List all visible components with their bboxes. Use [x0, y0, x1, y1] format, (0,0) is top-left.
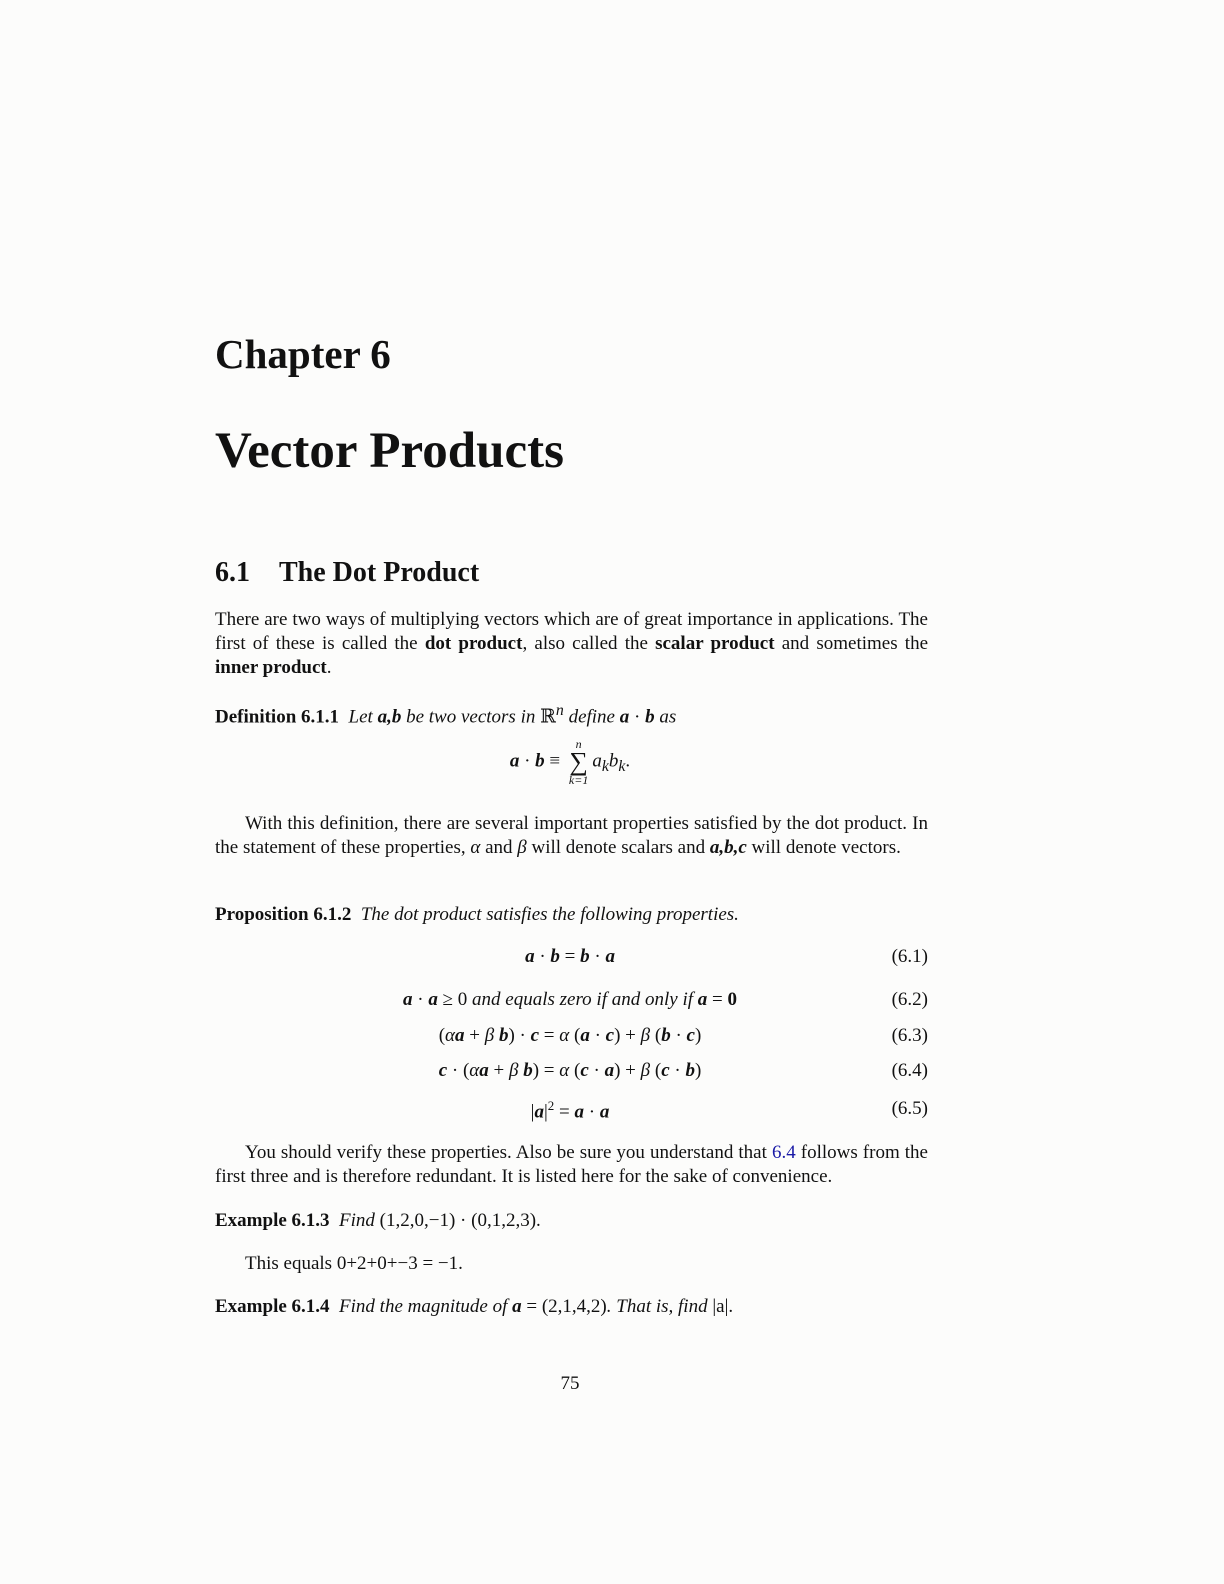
punctuation: . — [728, 1296, 734, 1317]
intro-paragraph — [215, 608, 928, 680]
summation — [569, 738, 588, 786]
math-beta: β — [517, 837, 527, 858]
math-vector: a — [509, 750, 520, 772]
equation-ref-link[interactable]: 6.4 — [771, 1142, 796, 1163]
example-text: Find the magnitude of — [339, 1296, 513, 1317]
solution-text: This equals — [245, 1253, 337, 1274]
equation-6-5: $|a|^2 = a \cdot a$ — [530, 1098, 610, 1123]
equation-6-2: a · a ≥ 0 and equals zero if and only if a = 0 — [403, 989, 737, 1010]
section-title: The Dot Product — [279, 557, 480, 588]
math-vector: a,b — [377, 706, 402, 728]
equation-number: (6.1) — [891, 946, 928, 967]
term-dot-product: dot product — [424, 633, 523, 654]
math-alpha: α — [470, 837, 481, 858]
definition-label: Definition 6.1.1 — [215, 706, 340, 728]
equation-number: (6.2) — [891, 989, 928, 1010]
math-term: b — [608, 750, 619, 772]
chapter-title: Vector Products — [215, 423, 564, 479]
term-scalar-product: scalar product — [655, 633, 775, 654]
example-text: Find — [339, 1210, 380, 1231]
example-label: Example 6.1.4 — [215, 1296, 330, 1317]
definition-6-1-1 — [215, 699, 928, 729]
math-subscript: k — [601, 758, 609, 776]
equation-text: and equals zero if and only if — [467, 989, 698, 1010]
math-vector: b — [645, 706, 655, 728]
proposition-text: The dot product satisfies the following properties. — [360, 904, 739, 925]
math-vector: b — [535, 750, 545, 772]
equation-number: (6.3) — [891, 1025, 928, 1046]
verify-paragraph — [215, 1141, 928, 1189]
math-exponent: n — [555, 702, 564, 719]
math-expression: (1,2,0,−1) · (0,1,2,3) — [379, 1210, 537, 1231]
math-operator: = — [521, 1296, 542, 1317]
section-heading — [215, 556, 479, 590]
proposition-label: Proposition 6.1.2 — [215, 904, 352, 925]
math-vectors: a,b,c — [709, 837, 747, 858]
math-magnitude: |a| — [712, 1296, 729, 1317]
example-label: Example 6.1.3 — [215, 1210, 330, 1231]
paragraph-text: follows from the first three and is therefore redundant. It is listed here for the sake of convenience. — [215, 1142, 928, 1187]
dot-product-definition-equation: a · b ≡ n ∑ k=1 $a_kb_k$. — [509, 737, 631, 787]
sum-lower-limit: k=1 — [568, 773, 589, 787]
proposition-6-1-2 — [215, 903, 928, 927]
paragraph-text: will denote scalars and — [526, 837, 710, 858]
definition-text: Let — [348, 706, 378, 728]
properties-intro-paragraph — [215, 812, 928, 860]
intro-text-4: . — [326, 657, 332, 678]
math-operator: · — [629, 706, 646, 728]
example-6-1-3-solution — [215, 1252, 928, 1276]
section-number: 6.1 — [215, 557, 250, 588]
paragraph-text: You should verify these properties. Also be sure you understand that — [245, 1142, 772, 1163]
equation-number: (6.5) — [891, 1098, 928, 1119]
equation-6-1: a · b = b · a — [525, 946, 615, 967]
math-operator: ≡ — [544, 750, 565, 772]
paragraph-text: With this definition, there are several important properties satisfied by the dot product. In the statement of these properties, — [215, 813, 928, 858]
punctuation: . — [536, 1210, 541, 1231]
term-inner-product: inner product — [215, 657, 327, 678]
math-term: a — [592, 750, 602, 772]
punctuation: . — [458, 1253, 463, 1274]
equation-6-3: (αa + β b) · c = α (a · c) + β (b · c) — [438, 1025, 702, 1046]
definition-text: define — [563, 706, 620, 728]
sum-upper-limit: n — [575, 737, 582, 751]
intro-text-1: There are two ways of multiplying vectors which are of great importance in applications. The first of these is called the — [215, 609, 928, 654]
example-6-1-3 — [215, 1209, 928, 1233]
example-6-1-4 — [215, 1295, 928, 1319]
math-vector: a — [512, 1296, 522, 1317]
math-subscript: k — [618, 758, 626, 776]
math-expression: 0+2+0+−3 = −1 — [336, 1253, 459, 1274]
example-text: . That is, find — [606, 1296, 713, 1317]
intro-text-3: and sometimes the — [774, 633, 929, 654]
definition-text: as — [654, 706, 677, 728]
equation-number: (6.4) — [891, 1060, 928, 1081]
paragraph-text: will denote vectors. — [746, 837, 901, 858]
page-number: 75 — [560, 1373, 580, 1394]
math-vector: a — [619, 706, 630, 728]
paragraph-text: and — [480, 837, 518, 858]
punctuation: . — [625, 750, 631, 772]
intro-text-2: , also called the — [522, 633, 656, 654]
math-expression: (2,1,4,2) — [541, 1296, 607, 1317]
math-real-space: ℝ — [540, 706, 556, 728]
definition-text: be two vectors in — [401, 706, 541, 728]
chapter-label: Chapter 6 — [215, 331, 391, 377]
equation-6-4: c · (αa + β b) = α (c · a) + β (c · b) — [438, 1060, 702, 1081]
sigma-symbol: ∑ — [569, 747, 588, 776]
